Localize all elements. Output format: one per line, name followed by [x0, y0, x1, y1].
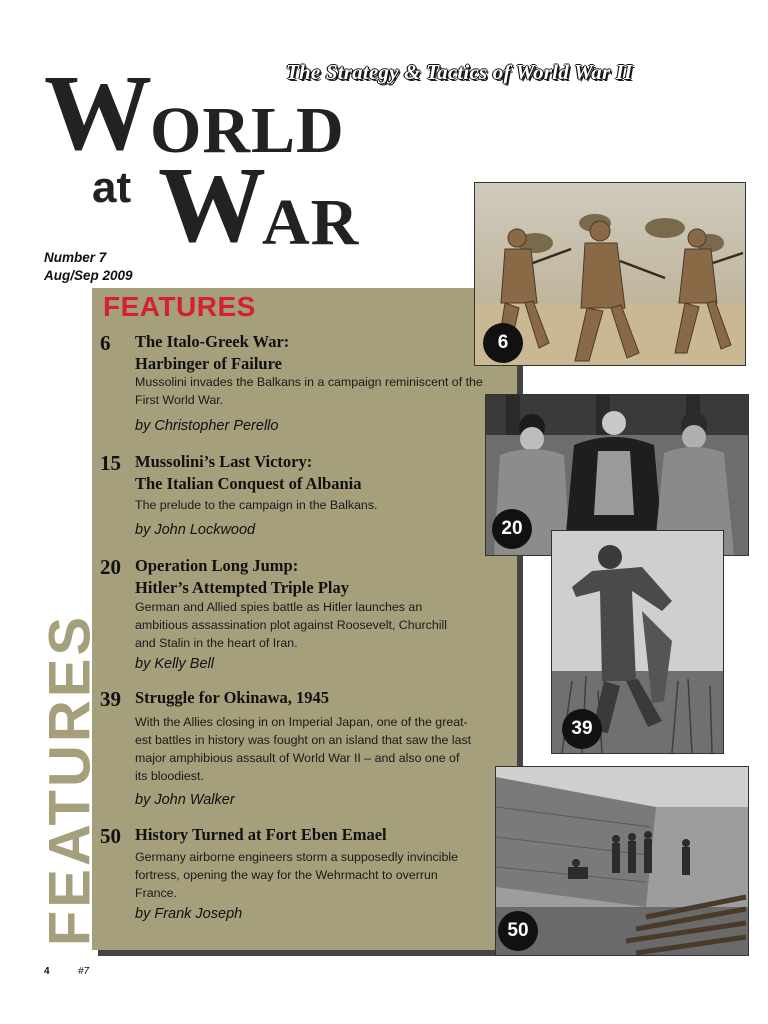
article-title[interactable]: History Turned at Fort Eben Emael [135, 825, 387, 844]
photo-page-badge: 39 [562, 709, 602, 749]
article-page-number: 6 [100, 331, 111, 355]
article-description: Mussolini invades the Balkans in a campaign reminiscent of the First World War. [135, 375, 483, 407]
article-page-number: 15 [100, 451, 121, 475]
article-description: German and Allied spies battle as Hitler launches an ambitious assassination plot against Roosevelt, Churchill and Stalin in the heart of Iran. [135, 600, 447, 650]
article-page-number: 20 [100, 555, 121, 579]
article-title[interactable]: The Italo-Greek War: Harbinger of Failure [135, 332, 290, 373]
article-byline: by Kelly Bell [135, 656, 214, 672]
photo-page-badge: 20 [492, 509, 532, 549]
article-title[interactable]: Struggle for Okinawa, 1945 [135, 688, 330, 707]
article-page-number: 39 [100, 687, 121, 711]
photo-page-badge: 50 [498, 911, 538, 951]
features-heading: FEATURES [103, 291, 256, 322]
logo-war-rest: AR [262, 186, 360, 259]
article-description: Germany airborne engineers storm a supposedly invincible fortress, opening the way for the Wehrmacht to overrun France. [135, 850, 459, 900]
logo-world-rest: ORLD [150, 94, 345, 167]
article-byline: by John Walker [135, 792, 235, 808]
article-byline: by Christopher Perello [135, 418, 279, 434]
logo-war-initial: W [158, 146, 266, 265]
photo-marine-grenade[interactable] [551, 530, 724, 754]
masthead-tagline: The Strategy & Tactics of World War II [286, 60, 633, 84]
photo-page-badge: 6 [483, 323, 523, 363]
article-title[interactable]: Mussolini’s Last Victory: The Italian Conquest of Albania [135, 452, 362, 493]
article-page-number: 50 [100, 824, 121, 848]
photo-fort-ruins[interactable] [495, 766, 749, 956]
article-description: The prelude to the campaign in the Balkans. [135, 498, 378, 512]
article-byline: by Frank Joseph [135, 906, 243, 922]
side-features-label: FEATURES [37, 613, 103, 947]
article-byline: by John Lockwood [135, 522, 256, 538]
article-description: With the Allies closing in on Imperial Japan, one of the great- est battles in history was fought on an island that saw the last major amphibious assault of World War II – and also one of its bloodiest. [135, 715, 472, 783]
logo-at: at [92, 163, 132, 212]
article-title[interactable]: Operation Long Jump: Hitler’s Attempted Triple Play [135, 556, 349, 597]
issue-date: Aug/Sep 2009 [44, 268, 133, 283]
issue-number: Number 7 [44, 250, 107, 265]
footer-issue-ref: #7 [78, 966, 90, 977]
footer-page-number: 4 [44, 966, 50, 977]
logo-world-initial: W [44, 54, 152, 173]
photo-charging-soldiers[interactable] [474, 182, 746, 366]
